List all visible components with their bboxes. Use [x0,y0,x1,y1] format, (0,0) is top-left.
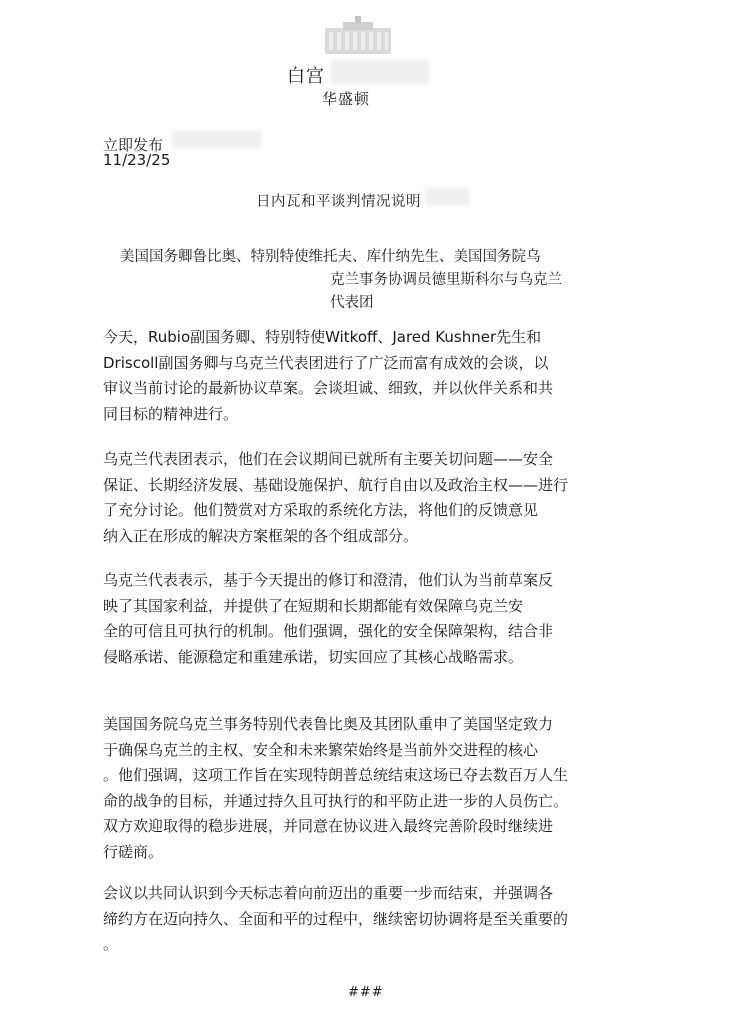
paragraph-line: 会议以共同认识到今天标志着向前迈出的重要一步而结束，并强调各 [103,884,554,902]
release-date: 11/23/25 [103,151,171,169]
paragraph-line: 了充分讨论。他们赞赏对方采取的系统化方法，将他们的反馈意见 [103,501,539,519]
end-mark: ### [348,985,384,1000]
paragraph-line: 于确保乌克兰的主权、安全和未来繁荣始终是当前外交进程的核心 [103,740,539,759]
paragraph-line: 同目标的精神进行。 [103,404,239,423]
paragraph-line: 审议当前讨论的最新协议草案。会谈坦诚、细致，并以伙伴关系和共 [103,379,554,397]
paragraph-line: 。 [103,935,119,953]
organization-name: 白宫 [287,66,325,87]
paragraph-line: 乌克兰代表团表示，他们在会议期间已就所有主要关切问题——安全 [103,450,554,468]
paragraph-line: 乌克兰代表表示，基于今天提出的修订和澄清，他们认为当前草案反 [103,571,554,589]
paragraph-line: 双方欢迎取得的稳步进展，并同意在协议进入最终完善阶段时继续进 [103,817,554,835]
paragraph-line: Driscoll副国务卿与乌克兰代表团进行了广泛而富有成效的会谈，以 [103,353,549,372]
city-name: 华盛顿 [322,90,371,108]
paragraph-line: 全的可信且可执行的机制。他们强调，强化的安全保障架构，结合非 [103,622,554,640]
paragraph [103,447,613,549]
paragraph-line: 侵略承诺、能源稳定和重建承诺，切实回应了其核心战略需求。 [103,647,524,666]
paragraph-line: 命的战争的目标，并通过持久且可执行的和平防止进一步的人员伤亡。 [103,791,569,810]
paragraph-line: 。他们强调，这项工作旨在实现特朗普总统结束这场已夺去数百万人生 [103,766,569,784]
paragraph [103,712,613,865]
byline-line: 克兰事务协调员德里斯科尔与乌克兰 [330,272,562,288]
paragraph [103,568,613,670]
white-house-logo [325,16,391,56]
byline [110,246,600,315]
paragraph-line: 保证、长期经济发展、基础设施保护、航行自由以及政治主权——进行 [103,475,569,494]
paragraph-line: 纳入正在形成的解决方案框架的各个组成部分。 [103,526,419,545]
paragraph-line: 行磋商。 [103,842,164,861]
redacted-header-text [330,60,430,84]
paragraph-line: 映了其国家利益，并提供了在短期和长期都能有效保障乌克兰安 [103,596,524,615]
paragraph [103,881,613,958]
paragraph-line: 美国国务院乌克兰事务特别代表鲁比奥及其团队重申了美国坚定致力 [103,715,554,733]
byline-line: 代表团 [330,295,374,311]
paragraph [103,325,613,427]
redacted-release-text [172,130,262,148]
document-title: 日内瓦和平谈判情况说明 [256,194,421,210]
redacted-title-text [425,188,470,206]
paragraph-line: 今天，Rubio副国务卿、特别特使Witkoff、Jared Kushner先生和 [103,328,542,346]
byline-line: 美国国务卿鲁比奥、特别特使维托夫、库什纳先生、美国国务院乌 [120,249,541,265]
paragraph-line: 缔约方在迈向持久、全面和平的过程中，继续密切协调将是至关重要的 [103,909,569,928]
release-label: 立即发布 [103,136,164,154]
white-house-logo-graphic [325,16,391,56]
